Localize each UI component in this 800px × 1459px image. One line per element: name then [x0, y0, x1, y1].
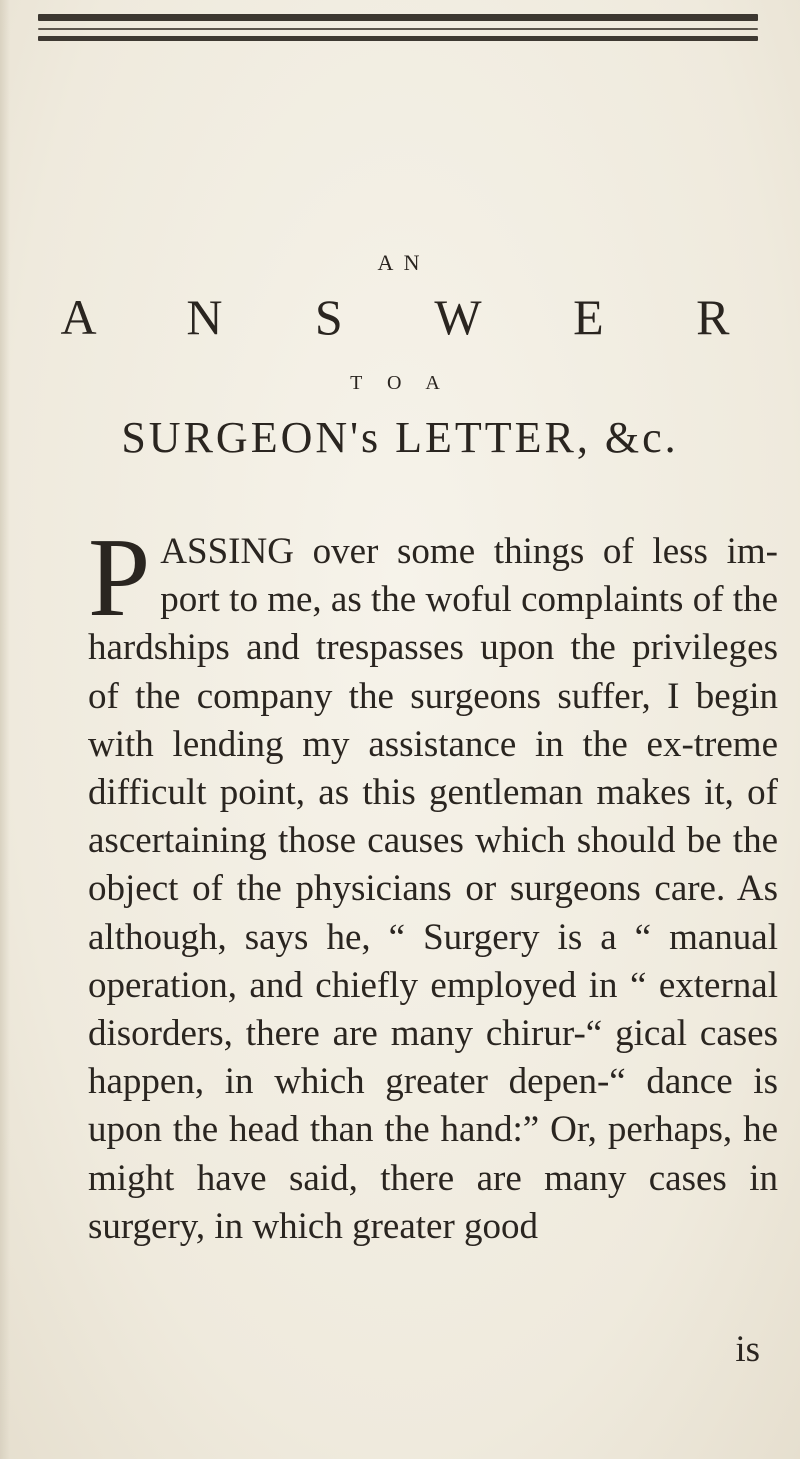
title-surgeon-letter: SURGEON's LETTER, &c. [121, 413, 679, 462]
body-paragraph [88, 516, 778, 1251]
body-paragraph-block [88, 516, 778, 1251]
drop-cap: P [88, 516, 151, 640]
top-rule-thick [38, 14, 758, 21]
body-paragraph-text: ASSING over some things of less im-port to me, as the woful complaints of the hardships and trespasses upon the privileges of the company the surgeons suffer, I begin with lending my assistance in the ex-treme difficult point, as this gentleman makes it, of ascertaining those causes which should be the object of the physicians or surgeons care. As although, says he, “ Surgery is a “ manual operation, and chiefly employed in “ external disorders, there are many chirur-“ gical cases happen, in which greater depen-“ dance is upon the head than the hand:” Or, perhaps, he might have said, there are many cases in surgery, in which greater good [88, 531, 778, 1247]
catchword: is [735, 1329, 760, 1370]
top-rule-lower [38, 36, 758, 41]
top-rule-thin [38, 28, 758, 30]
title-answer: A N S W E R [60, 289, 770, 345]
page-gutter-shadow [0, 0, 10, 1459]
title-to-a: T O A [350, 372, 450, 394]
title-an: A N [377, 250, 423, 275]
